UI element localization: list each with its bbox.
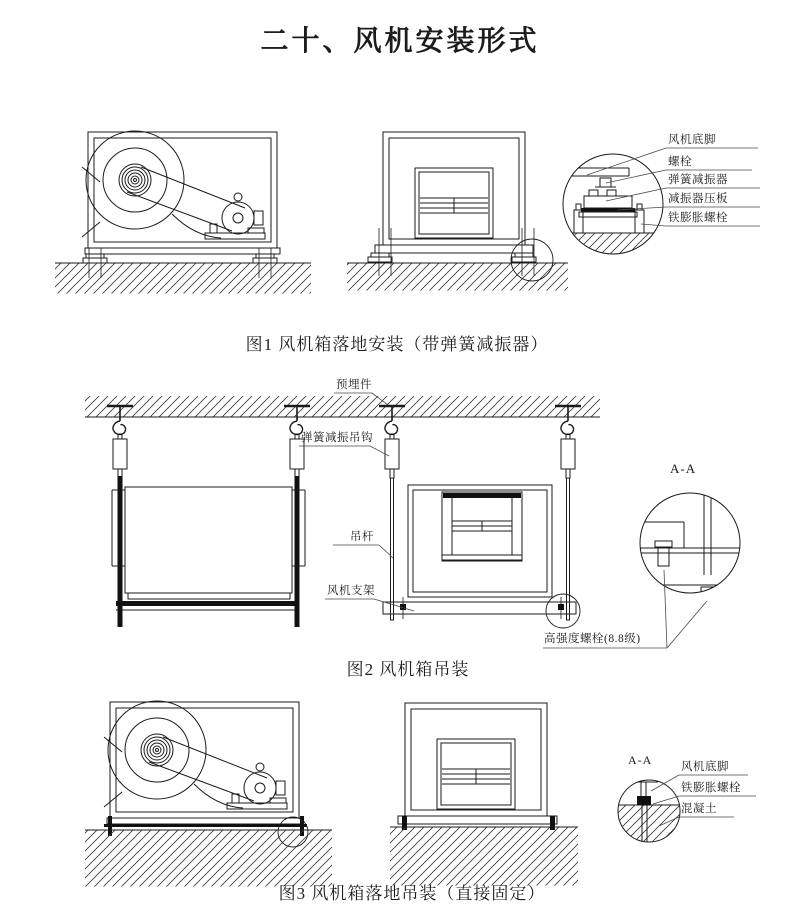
label-fan-bracket: 风机支架	[327, 585, 375, 597]
fig1-drawing	[55, 131, 760, 294]
fig3-section-label: A-A	[628, 753, 653, 767]
label-high-strength-bolt: 高强度螺栓(8.8级)	[544, 633, 641, 645]
label-damper-plate: 减振器压板	[668, 193, 728, 205]
label-concrete: 混凝土	[681, 803, 717, 815]
fig2-drawing	[85, 393, 740, 648]
label-fan-foot-fig3: 风机底脚	[681, 761, 729, 773]
fig1-caption: 图1 风机箱落地安装（带弹簧减振器）	[245, 335, 549, 354]
fig2-section-label: A-A	[670, 461, 697, 476]
label-hanger-rod: 吊杆	[350, 531, 374, 543]
label-bolt: 螺栓	[668, 156, 692, 168]
label-spring-hook: 弹簧减振吊钩	[301, 432, 373, 444]
label-expansion-bolt-fig3: 铁膨胀螺栓	[681, 782, 741, 794]
label-spring-damper: 弹簧减振器	[668, 174, 728, 186]
page-title: 二十、风机安装形式	[260, 26, 540, 57]
label-fan-foot: 风机底脚	[668, 134, 716, 146]
fig3-drawing	[85, 701, 756, 887]
fig2-caption: 图2 风机箱吊装	[346, 660, 470, 679]
label-embedded-part: 预埋件	[336, 379, 372, 391]
fig2-detail-marker-circle	[546, 594, 580, 628]
label-expansion-bolt: 铁膨胀螺栓	[668, 212, 728, 224]
fig3-caption: 图3 风机箱落地吊装（直接固定）	[278, 884, 546, 903]
